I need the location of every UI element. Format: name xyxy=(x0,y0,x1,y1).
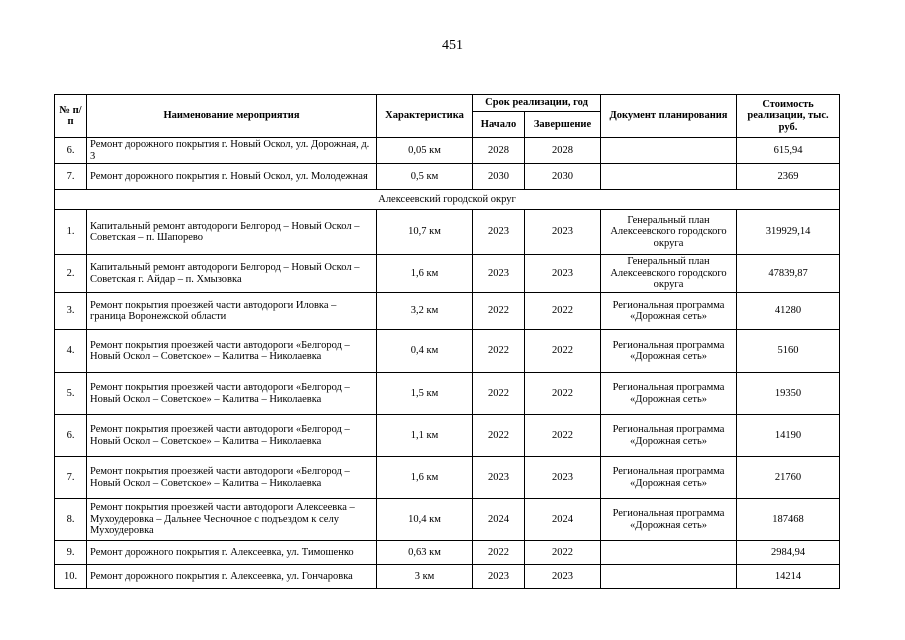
row-characteristic: 10,7 км xyxy=(377,210,473,255)
row-characteristic: 0,4 км xyxy=(377,330,473,373)
row-number: 10. xyxy=(55,565,87,589)
row-document xyxy=(601,138,737,164)
row-start-year: 2022 xyxy=(473,330,525,373)
table-row xyxy=(55,138,840,164)
header-start: Начало xyxy=(473,112,525,138)
header-name: Наименование мероприятия xyxy=(87,95,377,138)
row-start-year: 2022 xyxy=(473,415,525,457)
row-characteristic: 1,1 км xyxy=(377,415,473,457)
row-start-year: 2022 xyxy=(473,541,525,565)
row-document xyxy=(601,541,737,565)
table-row xyxy=(55,293,840,330)
row-number: 9. xyxy=(55,541,87,565)
row-number: 3. xyxy=(55,293,87,330)
row-document: Генеральный план Алексеевского городского округа xyxy=(601,255,737,293)
row-end-year: 2022 xyxy=(525,293,601,330)
section-row xyxy=(55,190,840,210)
row-document: Региональная программа «Дорожная сеть» xyxy=(601,373,737,415)
table-row xyxy=(55,164,840,190)
row-document: Генеральный план Алексеевского городского округа xyxy=(601,210,737,255)
header-end: Завершение xyxy=(525,112,601,138)
row-name: Ремонт дорожного покрытия г. Новый Оскол, ул. Дорожная, д. 3 xyxy=(87,138,377,164)
row-name: Капитальный ремонт автодороги Белгород – Новый Оскол – Советская г. Айдар – п. Хмызовка xyxy=(87,255,377,293)
row-document: Региональная программа «Дорожная сеть» xyxy=(601,457,737,499)
row-start-year: 2028 xyxy=(473,138,525,164)
section-title: Алексеевский городской округ xyxy=(55,190,840,210)
row-end-year: 2022 xyxy=(525,541,601,565)
table-row xyxy=(55,330,840,373)
row-end-year: 2023 xyxy=(525,210,601,255)
header-document: Документ планирования xyxy=(601,95,737,138)
row-end-year: 2023 xyxy=(525,565,601,589)
row-end-year: 2022 xyxy=(525,330,601,373)
row-start-year: 2030 xyxy=(473,164,525,190)
row-end-year: 2030 xyxy=(525,164,601,190)
row-document xyxy=(601,565,737,589)
row-cost: 5160 xyxy=(737,330,840,373)
row-name: Ремонт покрытия проезжей части автодороги «Белгород – Новый Оскол – Советское» – Калитва – Николаевка xyxy=(87,457,377,499)
row-cost: 615,94 xyxy=(737,138,840,164)
table-row xyxy=(55,255,840,293)
row-document: Региональная программа «Дорожная сеть» xyxy=(601,415,737,457)
row-cost: 2984,94 xyxy=(737,541,840,565)
row-document: Региональная программа «Дорожная сеть» xyxy=(601,499,737,541)
row-start-year: 2023 xyxy=(473,565,525,589)
table-row xyxy=(55,541,840,565)
row-cost: 2369 xyxy=(737,164,840,190)
row-characteristic: 10,4 км xyxy=(377,499,473,541)
row-start-year: 2022 xyxy=(473,373,525,415)
row-name: Ремонт дорожного покрытия г. Алексеевка, ул. Тимошенко xyxy=(87,541,377,565)
row-cost: 47839,87 xyxy=(737,255,840,293)
header-row xyxy=(55,95,840,112)
header-cost: Стоимость реализации, тыс. руб. xyxy=(737,95,840,138)
table-row xyxy=(55,415,840,457)
header-num: № п/п xyxy=(55,95,87,138)
row-number: 7. xyxy=(55,164,87,190)
row-end-year: 2024 xyxy=(525,499,601,541)
table-row xyxy=(55,499,840,541)
row-number: 1. xyxy=(55,210,87,255)
row-cost: 319929,14 xyxy=(737,210,840,255)
row-name: Капитальный ремонт автодороги Белгород – Новый Оскол – Советская – п. Шапорево xyxy=(87,210,377,255)
row-number: 6. xyxy=(55,415,87,457)
row-end-year: 2028 xyxy=(525,138,601,164)
row-number: 5. xyxy=(55,373,87,415)
row-number: 4. xyxy=(55,330,87,373)
table-row xyxy=(55,373,840,415)
row-number: 8. xyxy=(55,499,87,541)
row-end-year: 2022 xyxy=(525,415,601,457)
row-end-year: 2023 xyxy=(525,255,601,293)
row-name: Ремонт дорожного покрытия г. Алексеевка, ул. Гончаровка xyxy=(87,565,377,589)
row-name: Ремонт покрытия проезжей части автодороги Иловка – граница Воронежской области xyxy=(87,293,377,330)
row-characteristic: 1,5 км xyxy=(377,373,473,415)
row-document xyxy=(601,164,737,190)
row-number: 6. xyxy=(55,138,87,164)
row-characteristic: 3,2 км xyxy=(377,293,473,330)
row-end-year: 2022 xyxy=(525,373,601,415)
row-name: Ремонт дорожного покрытия г. Новый Оскол, ул. Молодежная xyxy=(87,164,377,190)
row-start-year: 2023 xyxy=(473,210,525,255)
row-start-year: 2023 xyxy=(473,255,525,293)
row-number: 2. xyxy=(55,255,87,293)
row-cost: 187468 xyxy=(737,499,840,541)
table-row xyxy=(55,565,840,589)
row-name: Ремонт покрытия проезжей части автодороги «Белгород – Новый Оскол – Советское» – Калитва – Николаевка xyxy=(87,330,377,373)
row-name: Ремонт покрытия проезжей части автодороги Алексеевка – Мухоудеровка – Дальнее Чесночное с подъездом к селу Мухоудеровка xyxy=(87,499,377,541)
row-characteristic: 1,6 км xyxy=(377,457,473,499)
row-cost: 19350 xyxy=(737,373,840,415)
row-cost: 41280 xyxy=(737,293,840,330)
row-start-year: 2024 xyxy=(473,499,525,541)
row-start-year: 2022 xyxy=(473,293,525,330)
row-document: Региональная программа «Дорожная сеть» xyxy=(601,330,737,373)
works-table xyxy=(54,94,840,589)
row-characteristic: 0,63 км xyxy=(377,541,473,565)
page-number: 451 xyxy=(442,38,463,53)
header-characteristic: Характеристика xyxy=(377,95,473,138)
row-number: 7. xyxy=(55,457,87,499)
row-cost: 14190 xyxy=(737,415,840,457)
row-cost: 21760 xyxy=(737,457,840,499)
row-characteristic: 3 км xyxy=(377,565,473,589)
row-end-year: 2023 xyxy=(525,457,601,499)
row-name: Ремонт покрытия проезжей части автодороги «Белгород – Новый Оскол – Советское» – Калитва – Николаевка xyxy=(87,415,377,457)
table-row xyxy=(55,457,840,499)
row-start-year: 2023 xyxy=(473,457,525,499)
table-row xyxy=(55,210,840,255)
row-cost: 14214 xyxy=(737,565,840,589)
row-characteristic: 1,6 км xyxy=(377,255,473,293)
row-characteristic: 0,5 км xyxy=(377,164,473,190)
row-document: Региональная программа «Дорожная сеть» xyxy=(601,293,737,330)
row-name: Ремонт покрытия проезжей части автодороги «Белгород – Новый Оскол – Советское» – Калитва – Николаевка xyxy=(87,373,377,415)
header-period: Срок реализации, год xyxy=(473,95,601,112)
row-characteristic: 0,05 км xyxy=(377,138,473,164)
